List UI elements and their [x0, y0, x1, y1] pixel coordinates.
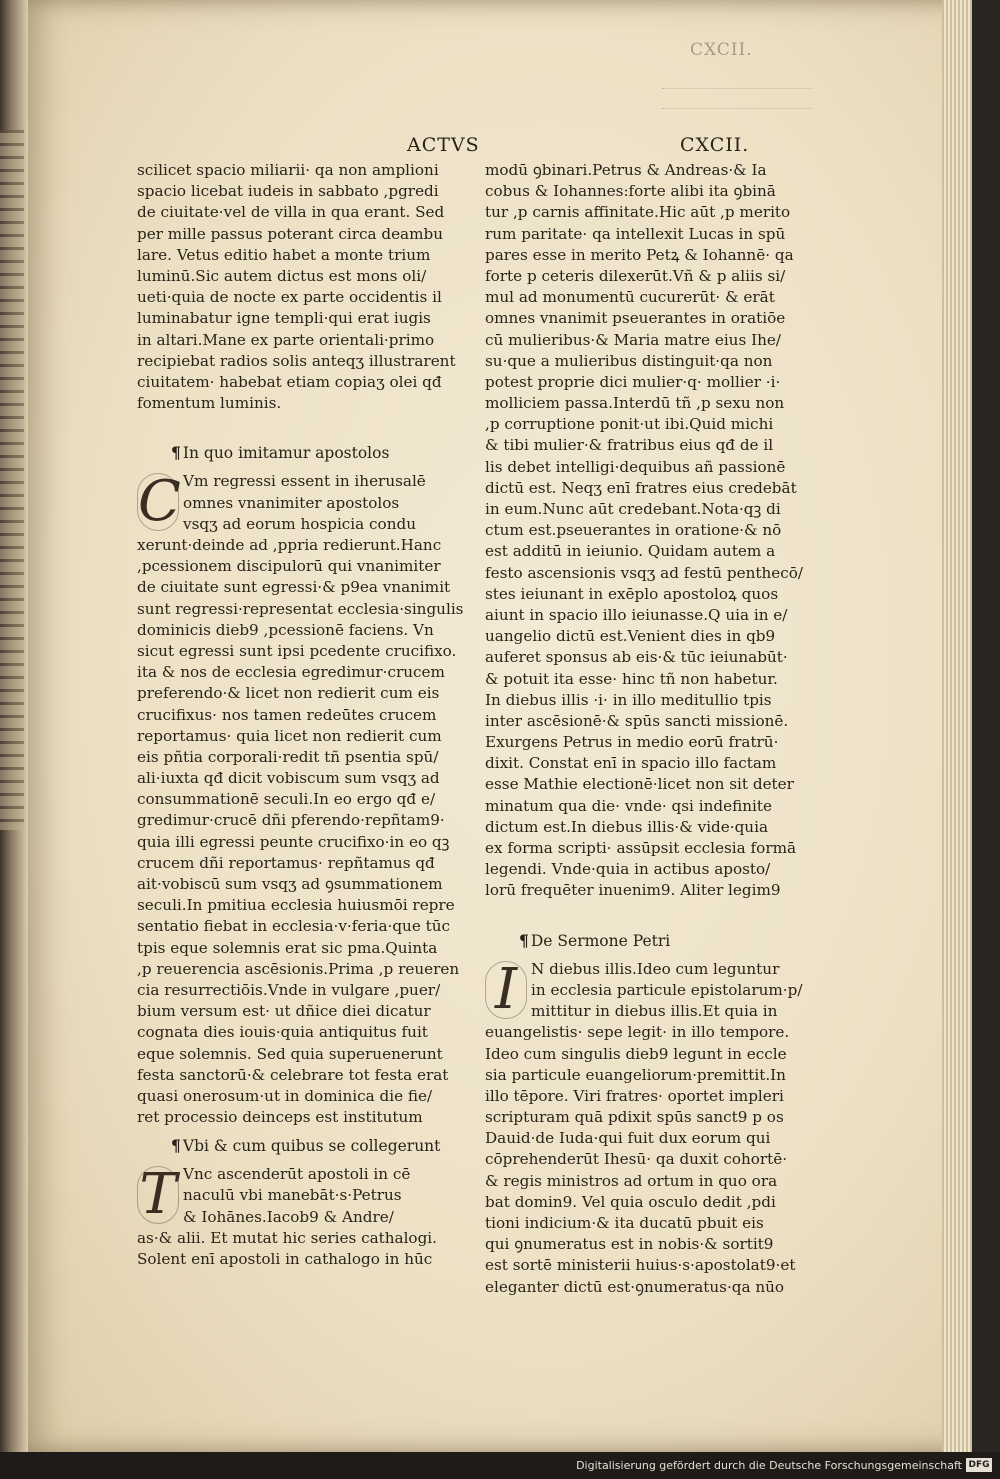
text-line: de ciuitate sunt egressi·& p9ea vnanimit — [137, 578, 451, 597]
decorated-initial: I — [485, 961, 527, 1019]
rubric-heading — [137, 435, 422, 471]
continued-paragraph — [485, 160, 804, 902]
text-line: & regis ministros ad ortum in quo ora — [485, 1171, 778, 1190]
text-line: & Iohānes.Iacob9 & Andre/ — [183, 1207, 394, 1226]
text-line: In diebus illis ·i· in illo meditullio tpis — [485, 690, 772, 709]
text-line: sunt regressi·representat ecclesia·singulis — [137, 599, 464, 618]
text-line: scilicet spacio miliarii· qa non amplioni — [137, 161, 439, 179]
text-line: Exurgens Petrus in medio eorū fratrū· — [485, 733, 779, 752]
text-line: Solent enī apostoli in cathalogo in hūc — [137, 1250, 433, 1268]
text-line: tioni indicium·& ita ducatū pbuit eis — [485, 1214, 764, 1232]
text-line: festa sanctorū·& celebrare tot festa erat — [137, 1065, 449, 1084]
text-line: est sortē ministerii huius·s·apostolat9·et — [485, 1256, 796, 1275]
text-line: potest proprie dici mulier·q· mollier ·i· — [485, 372, 781, 391]
text-line: Ideo cum singulis dieb9 legunt in eccle — [485, 1044, 787, 1063]
text-line: lis debet intelligi·dequibus añ passionē — [485, 457, 786, 476]
text-line: mul ad monumentū cucurerūt· & erāt — [485, 288, 775, 307]
text-line: ali·iuxta qđ dicit vobiscum sum vsqʒ ad — [137, 769, 440, 788]
decorated-initial: C — [138, 469, 181, 535]
text-line: Vm regressi essent in iherusalē — [183, 472, 426, 491]
text-line: bium versum est· ut dñice diei dicatur — [137, 1002, 431, 1021]
text-line: dictum est.In diebus illis·& vide·quia — [485, 817, 769, 836]
rubric-text: In quo imitamur apostolos — [182, 444, 390, 463]
text-line: de ciuitate·vel de villa in qua erant. Sed — [137, 203, 445, 222]
text-line: auferet sponsus ab eis·& tūc ieiunabūt· — [485, 648, 788, 667]
text-line: preferendo·& licet non redierit cum eis — [137, 684, 440, 703]
text-line: euangelistis· sepe legit· in illo tempore. — [485, 1023, 790, 1042]
right-column — [485, 160, 804, 1298]
text-line: dominicis dieb9 ,pcessionē faciens. Vn — [137, 620, 434, 639]
text-line: fomentum luminis. — [137, 394, 282, 413]
text-line: festo ascensionis vsqʒ ad festū penthecō/ — [485, 563, 804, 582]
text-line: cognata dies iouis·quia antiquitus fuit — [137, 1023, 428, 1042]
running-head-right: CXCII. — [680, 134, 750, 156]
rubric-heading — [485, 923, 770, 959]
text-line: ctum est.pseuerantes in oratione·& nō — [485, 521, 782, 540]
text-line: lorū frequēter inuenim9. Aliter legim9 — [485, 881, 781, 900]
text-line: illo tēpore. Viri fratres· oportet impleri — [485, 1086, 784, 1105]
text-line: eque solemnis. Sed quia superuenerunt — [137, 1044, 443, 1063]
text-line: ,p reuerencia ascēsionis.Prima ,p reueren — [137, 959, 460, 978]
text-line: & potuit ita esse· hinc tñ non habetur. — [485, 669, 778, 688]
text-line: in eum.Nunc aūt credebant.Nota·qꝫ di — [485, 500, 781, 518]
section-paragraph — [137, 1162, 437, 1270]
text-line: & tibi mulier·& fratribus eius qđ de il — [485, 436, 774, 455]
text-line: molliciem passa.Interdū tñ ,p sexu non — [485, 394, 785, 413]
text-line: Vnc ascenderūt apostoli in cē — [183, 1165, 411, 1184]
rubric-text: De Sermone Petri — [530, 931, 671, 950]
text-line: reportamus· quia licet non redierit cum — [137, 726, 442, 745]
footer-credit: Digitalisierung gefördert durch die Deutsche Forschungsgemeinschaft — [576, 1459, 962, 1472]
text-line: crucifixus· nos tamen redeūtes crucem — [137, 705, 437, 724]
text-line: sia particule euangeliorum·premittit.In — [485, 1065, 786, 1084]
text-line: xerunt·deinde ad ,ppria redierunt.Hanc — [137, 536, 442, 554]
text-line: est additū in ieiunio. Quidam autem a — [485, 542, 776, 561]
facing-page-strip — [0, 130, 24, 830]
text-line: rum paritate· qa intellexit Lucas in spū — [485, 224, 786, 243]
text-line: aiunt in spacio illo ieiunasse.Q uia in e/ — [485, 605, 788, 624]
text-line: forte p ceteris dilexerūt.Vñ & p aliis si/ — [485, 266, 786, 285]
text-line: ita & nos de ecclesia egredimur·crucem — [137, 663, 445, 682]
text-line: naculū vbi manebāt·s·Petrus — [183, 1186, 402, 1205]
text-line: dictū est. Neqʒ enī fratres eius credebāt — [485, 478, 797, 497]
text-line: per mille passus poterant circa deambu — [137, 224, 444, 243]
text-line: cia resurrectiōis.Vnde in vulgare ,puer/ — [137, 980, 441, 999]
text-line: uangelio dictū est.Venient dies in qb9 — [485, 627, 776, 646]
pencil-annotation — [662, 74, 812, 114]
text-line: modū ꝯbinari.Petrus & Andreas·& Ia — [485, 161, 767, 179]
text-line: quasi onerosum·ut in dominica die fie/ — [137, 1086, 433, 1105]
text-line: minatum qua die· vnde· qsi indefinite — [485, 796, 772, 815]
text-line: mittitur in diebus illis.Et quia in — [531, 1002, 778, 1021]
section-paragraph — [485, 956, 803, 1298]
dfg-logo: DFG — [966, 1458, 992, 1472]
text-line: crucem dñi reportamus· repñtamus qđ — [137, 853, 435, 872]
text-line: cobus & Iohannes:forte alibi ita ꝯbinā — [485, 182, 776, 201]
text-line: pares esse in merito Petꝝ & Iohannē· qa — [485, 245, 794, 264]
text-line: eis pñtia corporali·redit tñ psentia spū/ — [137, 747, 439, 766]
ghost-foliation: CXCII. — [690, 40, 753, 60]
text-line: luminabatur igne templi·qui erat iugis — [137, 309, 431, 328]
text-line: in altari.Mane ex parte orientali·primo — [137, 330, 435, 349]
text-line: ait·vobiscū sum vsqʒ ad ꝯsummationem — [137, 875, 443, 893]
text-line: sentatio fiebat in ecclesia·v·feria·que tūc — [137, 917, 451, 936]
text-line: scripturam quā pdixit spūs sanct9 p os — [485, 1108, 784, 1127]
text-line: esse Mathie electionē·licet non sit deter — [485, 775, 794, 794]
text-line: qui ꝯnumeratus est in nobis·& sortit9 — [485, 1235, 774, 1254]
text-line: consummationē seculi.In eo ergo qđ e/ — [137, 790, 436, 809]
decorated-initial: T — [137, 1166, 179, 1224]
text-line: legendi. Vnde·quia in actibus aposto/ — [485, 860, 771, 879]
text-line: quia illi egressi peunte crucifixo·in eo qꝫ — [137, 832, 450, 851]
text-line: cū mulieribus·& Maria matre eius Ihe/ — [485, 330, 781, 349]
text-line: in ecclesia particule epistolarum·p/ — [531, 980, 803, 999]
text-line: sicut egressi sunt ipsi pcedente crucifixo. — [137, 641, 457, 660]
book-page — [22, 0, 972, 1452]
left-column — [137, 160, 464, 1270]
text-line: ,p corruptione ponit·ut ibi.Quid michi — [485, 415, 774, 434]
page-fore-edge — [942, 0, 972, 1452]
text-line: gredimur·crucē dñi pferendo·repñtam9· — [137, 811, 445, 830]
text-line: ueti·quia de nocte ex parte occidentis il — [137, 288, 442, 307]
text-line: stes ieiunant in exēplo apostoloꝝ quos — [485, 584, 779, 603]
text-line: omnes vnanimit pseuerantes in oratiōe — [485, 309, 786, 328]
text-line: ex forma scripti· assūpsit ecclesia formā — [485, 839, 797, 857]
text-line: tur ,p carnis affinitate.Hic aūt ,p merito — [485, 203, 791, 222]
text-line: bat domin9. Vel quia osculo dedit ,pdi — [485, 1192, 776, 1211]
text-line: eleganter dictū est·ꝯnumeratus·qa nūo — [485, 1277, 785, 1296]
text-line: omnes vnanimiter apostolos — [183, 493, 400, 512]
text-line: ,pcessionem discipulorū qui vnanimiter — [137, 557, 441, 576]
text-line: cōprehenderūt Ihesū· qa duxit cohortē· — [485, 1150, 788, 1169]
pilcrow-icon: ¶ — [171, 443, 181, 463]
footer-bar — [0, 1452, 1000, 1479]
text-line: luminū.Sic autem dictus est mons oli/ — [137, 266, 427, 285]
rubric-text: Vbi & cum quibus se collegerunt — [182, 1137, 441, 1156]
text-line: ret processio deinceps est institutum — [137, 1108, 423, 1127]
text-line: dixit. Constat enī in spacio illo factam — [485, 754, 777, 773]
running-head-left: ACTVS — [407, 134, 480, 156]
text-line: tpis eque solemnis erat sic pma.Quinta — [137, 938, 438, 957]
text-line: vsqʒ ad eorum hospicia condu — [183, 514, 416, 533]
section-paragraph — [137, 469, 464, 1128]
text-line: as·& alii. Et mutat hic series cathalogi. — [137, 1228, 437, 1247]
text-line: lare. Vetus editio habet a monte trium — [137, 245, 431, 264]
intro-paragraph — [137, 160, 456, 414]
text-line: inter ascēsionē·& spūs sancti missionē. — [485, 711, 789, 730]
pilcrow-icon: ¶ — [171, 1136, 181, 1156]
text-line: seculi.In pmitiua ecclesia huiusmōi repre — [137, 896, 455, 915]
text-line: Dauid·de Iuda·qui fuit dux eorum qui — [485, 1129, 771, 1148]
text-line: spacio licebat iudeis in sabbato ,pgredi — [137, 182, 439, 201]
text-line: ciuitatem· habebat etiam copiaʒ olei qđ — [137, 372, 442, 391]
pilcrow-icon: ¶ — [519, 930, 529, 950]
text-line: N diebus illis.Ideo cum leguntur — [531, 959, 780, 978]
text-line: recipiebat radios solis anteqʒ illustrarent — [137, 351, 456, 370]
text-line: su·que a mulieribus distinguit·qa non — [485, 351, 773, 370]
rubric-heading — [137, 1128, 441, 1164]
